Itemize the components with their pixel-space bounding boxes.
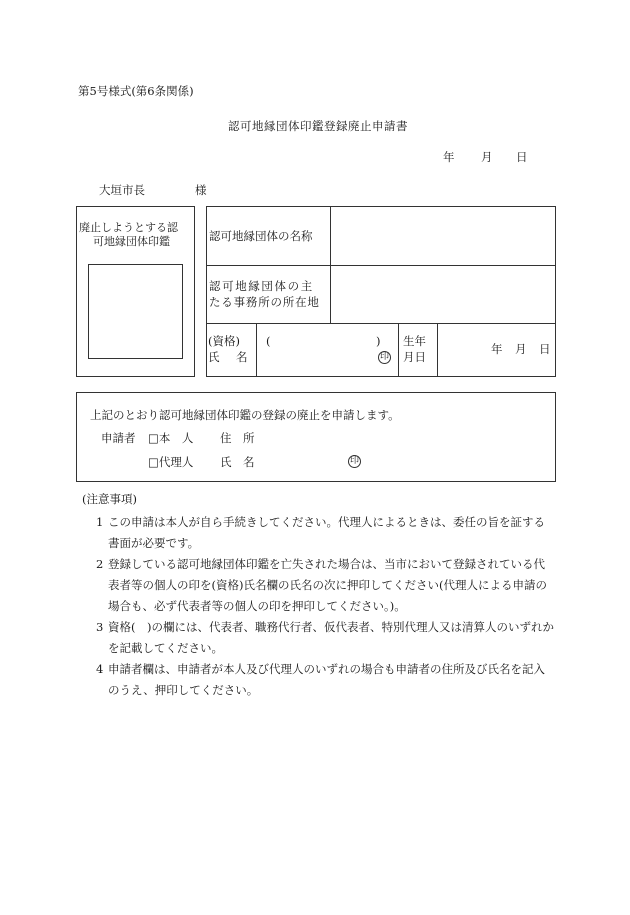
applicant-address-label: 住 所 — [220, 431, 255, 445]
qualification-label: (資格) — [208, 334, 240, 348]
notes-heading: (注意事項) — [82, 492, 137, 506]
applicant-address-field[interactable] — [266, 428, 546, 448]
office-address-label-line1: 認可地縁団体の主 — [209, 279, 314, 293]
note-number: 2 — [96, 557, 104, 571]
note-item — [88, 659, 558, 701]
addressee-name: 大垣市長 — [99, 183, 145, 197]
agent-checkbox[interactable]: □代理人 — [148, 455, 194, 469]
qualification-paren-close: ) — [376, 334, 381, 348]
applicant-name-field[interactable] — [266, 452, 344, 472]
name-label-char2: 名 — [236, 350, 248, 364]
note-item — [88, 554, 558, 617]
note-text: 資格( )の欄には、代表者、職務代行者、仮代表者、特別代理人又は清算人のいずれかを記載してください。 — [108, 620, 554, 655]
org-name-field[interactable] — [331, 207, 555, 264]
applicant-name-label: 氏 名 — [220, 455, 255, 469]
table-divider — [398, 323, 399, 377]
self-checkbox[interactable]: □本 人 — [148, 431, 194, 445]
birth-month-label: 月 — [515, 342, 527, 356]
applicant-label: 申請者 — [101, 431, 136, 445]
addressee-honorific: 様 — [195, 183, 207, 197]
seal-mark-icon: 印 — [349, 456, 359, 466]
date-day-label: 日 — [516, 150, 528, 164]
application-statement: 上記のとおり認可地縁団体印鑑の登録の廃止を申請します。 — [90, 408, 400, 422]
seal-box-label-line2: 可地縁団体印鑑 — [93, 235, 170, 248]
note-item — [88, 512, 558, 554]
note-text: この申請は本人が自ら手続きしてください。代理人によるときは、委任の旨を証する書面が必要です。 — [108, 515, 545, 550]
form-title: 認可地縁団体印鑑登録廃止申請書 — [228, 119, 408, 133]
date-month-label: 月 — [481, 150, 493, 164]
seal-box-label-line1: 廃止しようとする認 — [79, 221, 178, 234]
qualification-paren-open: ( — [266, 334, 271, 348]
birth-day-label: 日 — [539, 342, 551, 356]
birthdate-label-line1: 生年 — [403, 334, 426, 348]
name-label-char1: 氏 — [208, 350, 220, 364]
note-number: 3 — [96, 620, 104, 634]
birth-year-label: 年 — [491, 342, 503, 356]
seal-impression-area[interactable] — [88, 264, 183, 359]
note-item — [88, 617, 558, 659]
representative-name-field[interactable] — [257, 324, 397, 376]
note-text: 申請者欄は、申請者が本人及び代理人のいずれの場合も申請者の住所及び氏名を記入のうえ、押印してください。 — [108, 662, 545, 697]
form-number: 第5号様式(第6条関係) — [78, 84, 194, 98]
office-address-field[interactable] — [331, 266, 555, 322]
org-name-label: 認可地縁団体の名称 — [209, 229, 313, 243]
note-number: 1 — [96, 515, 104, 529]
birthdate-label-line2: 月日 — [403, 350, 426, 364]
date-year-label: 年 — [443, 150, 455, 164]
office-address-label-line2: たる事務所の所在地 — [209, 295, 320, 309]
note-number: 4 — [96, 662, 104, 676]
seal-mark-icon: 印 — [379, 352, 389, 362]
note-text: 登録している認可地縁団体印鑑を亡失された場合は、当市において登録されている代表者等の個人の印を(資格)氏名欄の氏名の次に押印してください(代理人による申請の場合も、必ず代表者等の個人の印を押印してください。)。 — [108, 557, 547, 613]
